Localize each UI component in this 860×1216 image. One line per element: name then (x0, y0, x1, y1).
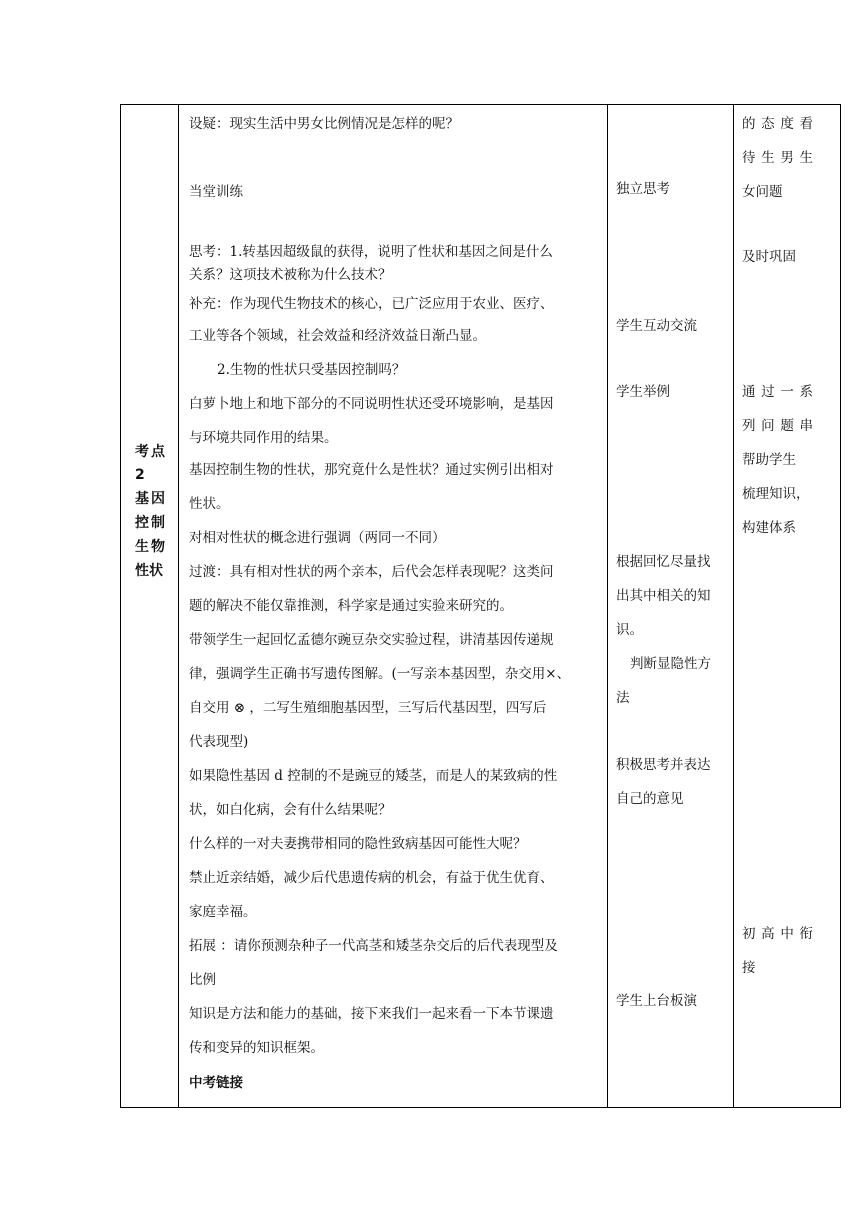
text-line: 禁止近亲结婚，减少后代患遗传病的机会，有益于优生优育、 (189, 870, 554, 886)
text-line: 初 高 中 衔 (742, 926, 813, 942)
text-line: 帮助学生 (742, 452, 796, 468)
text-line: 设疑：现实生活中男女比例情况是怎样的呢？ (189, 116, 459, 132)
text-line: 关系？这项技术被称为什么技术？ (189, 267, 392, 283)
text-line: 状，如白化病，会有什么结果呢？ (189, 802, 392, 818)
text-line: 知识是方法和能力的基础，接下来我们一起来看一下本节课遗 (189, 1006, 554, 1022)
column-divider (178, 105, 179, 1107)
text-line: 什么样的一对夫妻携带相同的隐性致病基因可能性大呢？ (189, 836, 527, 852)
column-divider (607, 105, 608, 1107)
text-line: 女问题 (742, 184, 783, 200)
topic-column (121, 105, 178, 1107)
text-line: 思考：1.转基因超级鼠的获得，说明了性状和基因之间是什么 (189, 244, 553, 260)
text-line: 与环境共同作用的结果。 (189, 430, 338, 446)
text-line: 待 生 男 生 (742, 150, 813, 166)
text-line: 判断显隐性方 (630, 656, 711, 672)
text-line: 根据回忆尽量找 (616, 554, 711, 570)
text-line: 列 问 题 串 (742, 418, 813, 434)
text-line: 自交用 ⊗ ，二写生殖细胞基因型，三写后代基因型，四写后 (189, 700, 547, 716)
text-line: 白萝卜地上和地下部分的不同说明性状还受环境影响，是基因 (189, 396, 554, 412)
section-heading: 中考链接 (189, 1075, 243, 1091)
text-line: 2.生物的性状只受基因控制吗？ (217, 362, 406, 378)
text-line: 基因控制生物的性状，那究竟什么是性状？通过实例引出相对 (189, 462, 554, 478)
text-line: 带领学生一起回忆孟德尔豌豆杂交实验过程，讲清基因传递规 (189, 632, 554, 648)
topic-line: 考 点 (135, 444, 165, 460)
topic-line: 控 制 (135, 515, 165, 531)
text-line: 代表现型) (189, 734, 249, 750)
lesson-table (120, 104, 841, 1108)
text-line: 拓展 ：请你预测杂种子一代高茎和矮茎杂交后的后代表现型及 (189, 938, 558, 954)
text-line: 学生上台板演 (616, 993, 697, 1009)
text-line: 传和变异的知识框架。 (189, 1040, 324, 1056)
text-line: 通 过 一 系 (742, 384, 813, 400)
text-line: 自己的意见 (616, 791, 684, 807)
text-line: 题的解决不能仅靠推测，科学家是通过实验来研究的。 (189, 598, 513, 614)
text-line: 工业等各个领域，社会效益和经济效益日渐凸显。 (189, 328, 486, 344)
text-line: 过渡：具有相对性状的两个亲本，后代会怎样表现呢？这类问 (189, 564, 554, 580)
column-divider (733, 105, 734, 1107)
text-line: 梳理知识， (742, 486, 810, 502)
topic-line: 性状 (135, 563, 163, 579)
text-line: 识。 (616, 622, 643, 638)
text-line: 学生互动交流 (616, 318, 697, 334)
topic-line: 2 (135, 467, 145, 483)
teacher-column (189, 105, 601, 1107)
topic-line: 生 物 (135, 539, 165, 555)
text-line: 出其中相关的知 (616, 588, 711, 604)
intent-column (742, 105, 834, 1107)
text-line: 法 (616, 690, 630, 706)
text-line: 对相对性状的概念进行强调（两同一不同） (189, 530, 446, 546)
text-line: 如果隐性基因 d 控制的不是豌豆的矮茎，而是人的某致病的性 (189, 768, 558, 784)
text-line: 学生举例 (616, 384, 670, 400)
text-line: 的 态 度 看 (742, 116, 813, 132)
text-line: 家庭幸福。 (189, 904, 257, 920)
topic-line: 基 因 (135, 491, 165, 507)
text-line: 积极思考并表达 (616, 757, 711, 773)
student-column (616, 105, 728, 1107)
text-line: 构建体系 (742, 520, 796, 536)
text-line: 补充：作为现代生物技术的核心，已广泛应用于农业、医疗、 (189, 296, 554, 312)
text-line: 当堂训练 (189, 184, 243, 200)
text-line: 性状。 (189, 496, 230, 512)
text-line: 比例 (189, 972, 216, 988)
text-line: 及时巩固 (742, 249, 796, 265)
text-line: 接 (742, 960, 756, 976)
text-line: 独立思考 (616, 181, 670, 197)
text-line: 律，强调学生正确书写遗传图解。(一写亲本基因型，杂交用×、 (189, 666, 571, 682)
